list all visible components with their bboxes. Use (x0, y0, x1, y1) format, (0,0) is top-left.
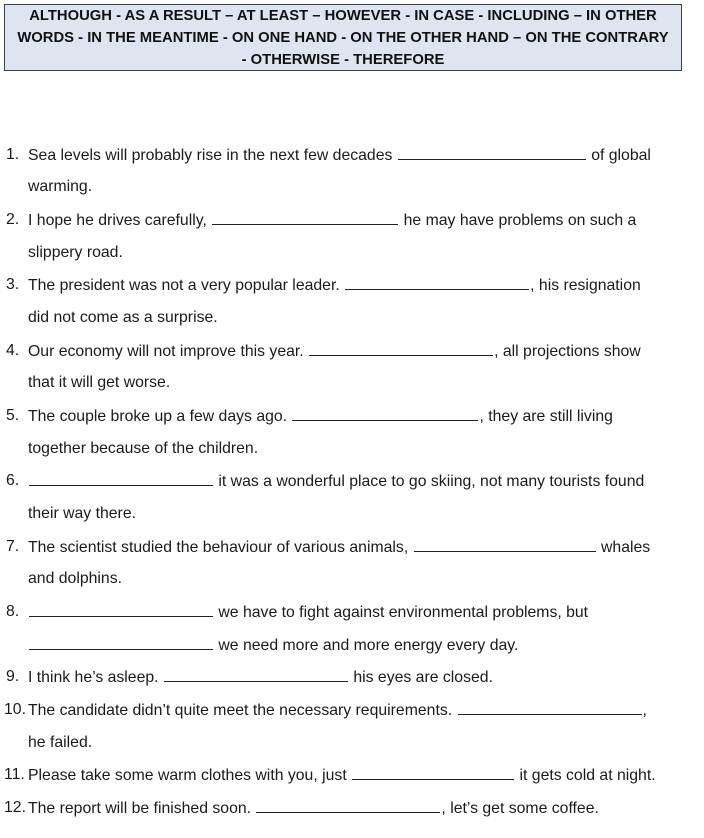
sentence-continuation: he failed. (28, 734, 93, 751)
item-number: 11. (4, 766, 25, 783)
answer-blank[interactable] (29, 602, 213, 617)
answer-blank[interactable] (29, 471, 213, 486)
answer-blank[interactable] (309, 341, 493, 356)
sentence-text: The couple broke up a few days ago. (28, 408, 288, 425)
item-number: 4. (6, 342, 20, 359)
sentence-text: it gets cold at night. (519, 767, 656, 784)
item-number: 1. (6, 146, 20, 163)
answer-blank[interactable] (292, 406, 478, 421)
item-number: 8. (6, 603, 20, 620)
sentence-text: , all projections show (494, 343, 641, 360)
sentence-text: The candidate didn’t quite meet the necessary requirements. (28, 702, 453, 719)
sentence-text: , let’s get some coffee. (441, 800, 599, 817)
sentence-text: The report will be finished soon. (28, 800, 252, 817)
answer-blank[interactable] (458, 700, 642, 715)
sentence-text: of global (591, 147, 651, 164)
sentence-text: I think he’s asleep. (28, 669, 159, 686)
exercise-item-second-line (28, 635, 518, 656)
answer-blank[interactable] (256, 798, 440, 813)
sentence-continuation: slippery road. (28, 244, 123, 261)
sentence-continuation: warming. (28, 178, 93, 195)
exercise-item (28, 700, 647, 721)
sentence-text: Our economy will not improve this year. (28, 343, 304, 360)
sentence-text: whales (601, 539, 651, 556)
sentence-continuation: together because of the children. (28, 440, 259, 457)
word-bank-box (4, 4, 682, 71)
sentence-continuation: did not come as a surprise. (28, 309, 218, 326)
answer-blank[interactable] (398, 145, 586, 160)
sentence-text: , his resignation (530, 277, 641, 294)
sentence-continuation: their way there. (28, 505, 136, 522)
sentence-text: I hope he drives carefully, (28, 212, 207, 229)
item-number: 7. (6, 538, 20, 555)
item-number: 9. (6, 668, 20, 685)
sentence-continuation: that it will get worse. (28, 374, 171, 391)
answer-blank[interactable] (29, 635, 213, 650)
item-number: 5. (6, 407, 20, 424)
sentence-text: , (642, 702, 647, 719)
item-number: 3. (6, 276, 20, 293)
exercise-item (28, 406, 613, 427)
exercise-item (28, 602, 588, 623)
exercise-item (28, 341, 641, 362)
exercise-item (28, 471, 644, 492)
answer-blank[interactable] (345, 275, 529, 290)
exercise-item (28, 537, 650, 558)
sentence-continuation: and dolphins. (28, 570, 122, 587)
sentence-text: his eyes are closed. (353, 669, 493, 686)
sentence-text: it was a wonderful place to go skiing, not many tourists found (218, 473, 645, 490)
answer-blank[interactable] (414, 537, 596, 552)
exercise-item (28, 798, 599, 819)
item-number: 12. (4, 799, 26, 816)
answer-blank[interactable] (352, 765, 514, 780)
exercise-item (28, 667, 493, 688)
exercise-item (28, 275, 641, 296)
sentence-text: we have to fight against environmental problems, but (218, 604, 589, 621)
exercise-item (28, 145, 651, 166)
sentence-text: we need more and more energy every day. (218, 637, 519, 654)
item-number: 10. (4, 701, 26, 718)
sentence-text: Sea levels will probably rise in the next few decades (28, 147, 393, 164)
item-number: 6. (6, 472, 20, 489)
exercise-item (28, 765, 656, 786)
sentence-text: The scientist studied the behaviour of various animals, (28, 539, 409, 556)
sentence-text: Please take some warm clothes with you, just (28, 767, 347, 784)
answer-blank[interactable] (212, 210, 398, 225)
sentence-text: , they are still living (479, 408, 613, 425)
exercise-item (28, 210, 636, 231)
answer-blank[interactable] (164, 667, 348, 682)
sentence-text: The president was not a very popular leader. (28, 277, 340, 294)
word-bank-text: ALTHOUGH - AS A RESULT – AT LEAST – HOWEVER - IN CASE - INCLUDING – IN OTHER WORDS - IN THE MEANTIME - ON ONE HAND - ON THE OTHER HAND – ON THE CONTRARY - OTHERWISE - THEREFORE (17, 7, 669, 68)
sentence-text: he may have problems on such a (403, 212, 637, 229)
item-number: 2. (6, 211, 20, 228)
